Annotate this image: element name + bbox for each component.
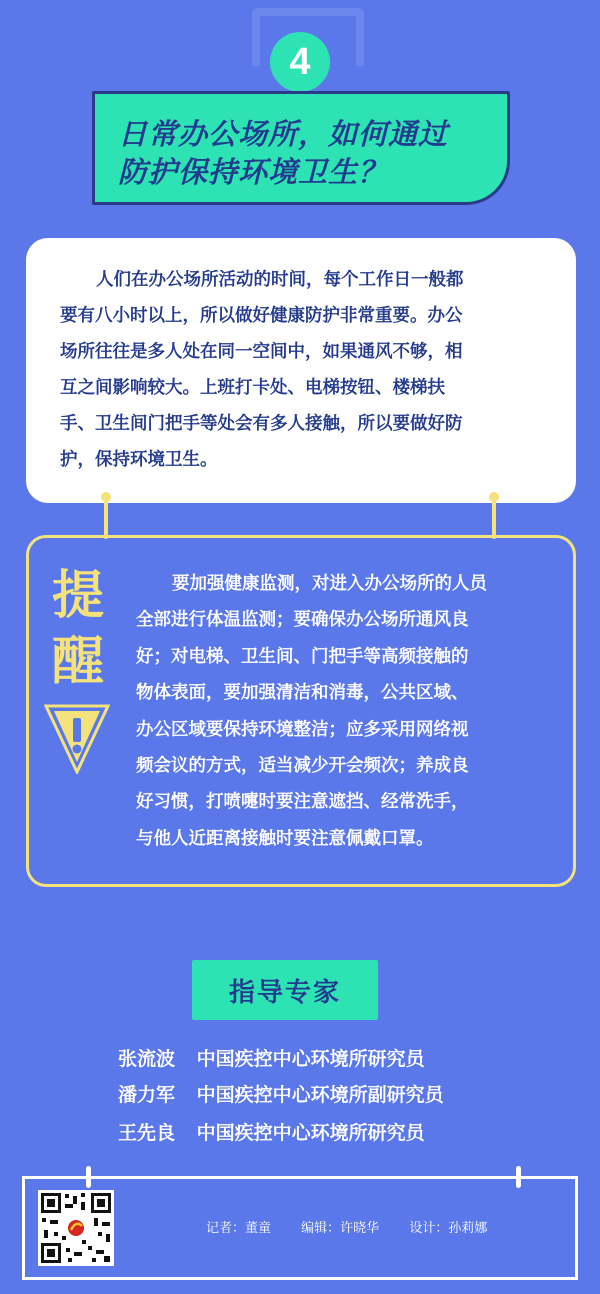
qr-code[interactable] xyxy=(38,1190,114,1266)
footer-tick-left xyxy=(86,1166,91,1188)
expert-row xyxy=(118,1080,444,1107)
connector-right-dot xyxy=(489,492,499,502)
footer-credits xyxy=(206,1217,513,1236)
reminder-line: 与他人近距离接触时要注意佩戴口罩。 xyxy=(136,828,434,849)
exclamation-triangle-icon xyxy=(44,702,110,774)
reminder-line: 物体表面，要加强清洁和消毒，公共区域、 xyxy=(136,683,469,704)
expert-title: 中国疾控中心环境所研究员 xyxy=(196,1048,425,1070)
title-line-1: 日常办公场所，如何通过 xyxy=(118,117,449,151)
intro-line: 要有八小时以上，所以做好健康防护非常重要。办公 xyxy=(60,306,463,326)
editor-credit: 编辑：许晓华 xyxy=(301,1221,380,1236)
expert-name: 潘力军 xyxy=(118,1084,176,1106)
section-number-badge: 4 xyxy=(270,32,330,92)
intro-line: 互之间影响较大。上班打卡处、电梯按钮、楼梯扶 xyxy=(60,378,445,398)
reminder-line: 频会议的方式，适当减少开会频次；养成良 xyxy=(136,756,469,777)
page-title xyxy=(118,115,498,191)
expert-name: 张流波 xyxy=(118,1048,176,1070)
intro-line: 手、卫生间门把手等处会有多人接触，所以要做好防 xyxy=(60,414,463,434)
expert-name: 王先良 xyxy=(118,1122,176,1144)
footer-tick-right xyxy=(516,1166,521,1188)
reporter-credit: 记者：董童 xyxy=(206,1221,272,1236)
expert-row xyxy=(118,1118,425,1145)
expert-title: 中国疾控中心环境所副研究员 xyxy=(196,1084,444,1106)
intro-line: 人们在办公场所活动的时间，每个工作日一般都 xyxy=(96,270,464,290)
reminder-line: 要加强健康监测，对进入办公场所的人员 xyxy=(172,574,487,594)
title-line-2: 防护保持环境卫生？ xyxy=(118,155,389,189)
connector-left-dot xyxy=(101,492,111,502)
expert-row xyxy=(118,1044,425,1071)
reminder-line: 好；对电梯、卫生间、门把手等高频接触的 xyxy=(136,646,469,667)
intro-line: 场所往往是多人处在同一空间中，如果通风不够，相 xyxy=(60,342,463,362)
reminder-line: 全部进行体温监测；要确保办公场所通风良 xyxy=(136,610,469,631)
connector-left xyxy=(104,497,108,539)
reminder-label-char-1: 提 xyxy=(51,566,104,626)
intro-paragraph xyxy=(60,262,538,478)
designer-credit: 设计：孙莉娜 xyxy=(409,1221,488,1236)
intro-line: 护，保持环境卫生。 xyxy=(60,450,218,470)
experts-heading: 指导专家 xyxy=(192,960,378,1020)
expert-title: 中国疾控中心环境所研究员 xyxy=(196,1122,425,1144)
reminder-paragraph xyxy=(136,566,556,857)
reminder-label-char-2: 醒 xyxy=(51,632,104,692)
reminder-line: 好习惯，打喷嚏时要注意遮挡、经常洗手， xyxy=(136,792,469,813)
reminder-line: 办公区域要保持环境整洁；应多采用网络视 xyxy=(136,719,469,740)
connector-right xyxy=(492,497,496,539)
